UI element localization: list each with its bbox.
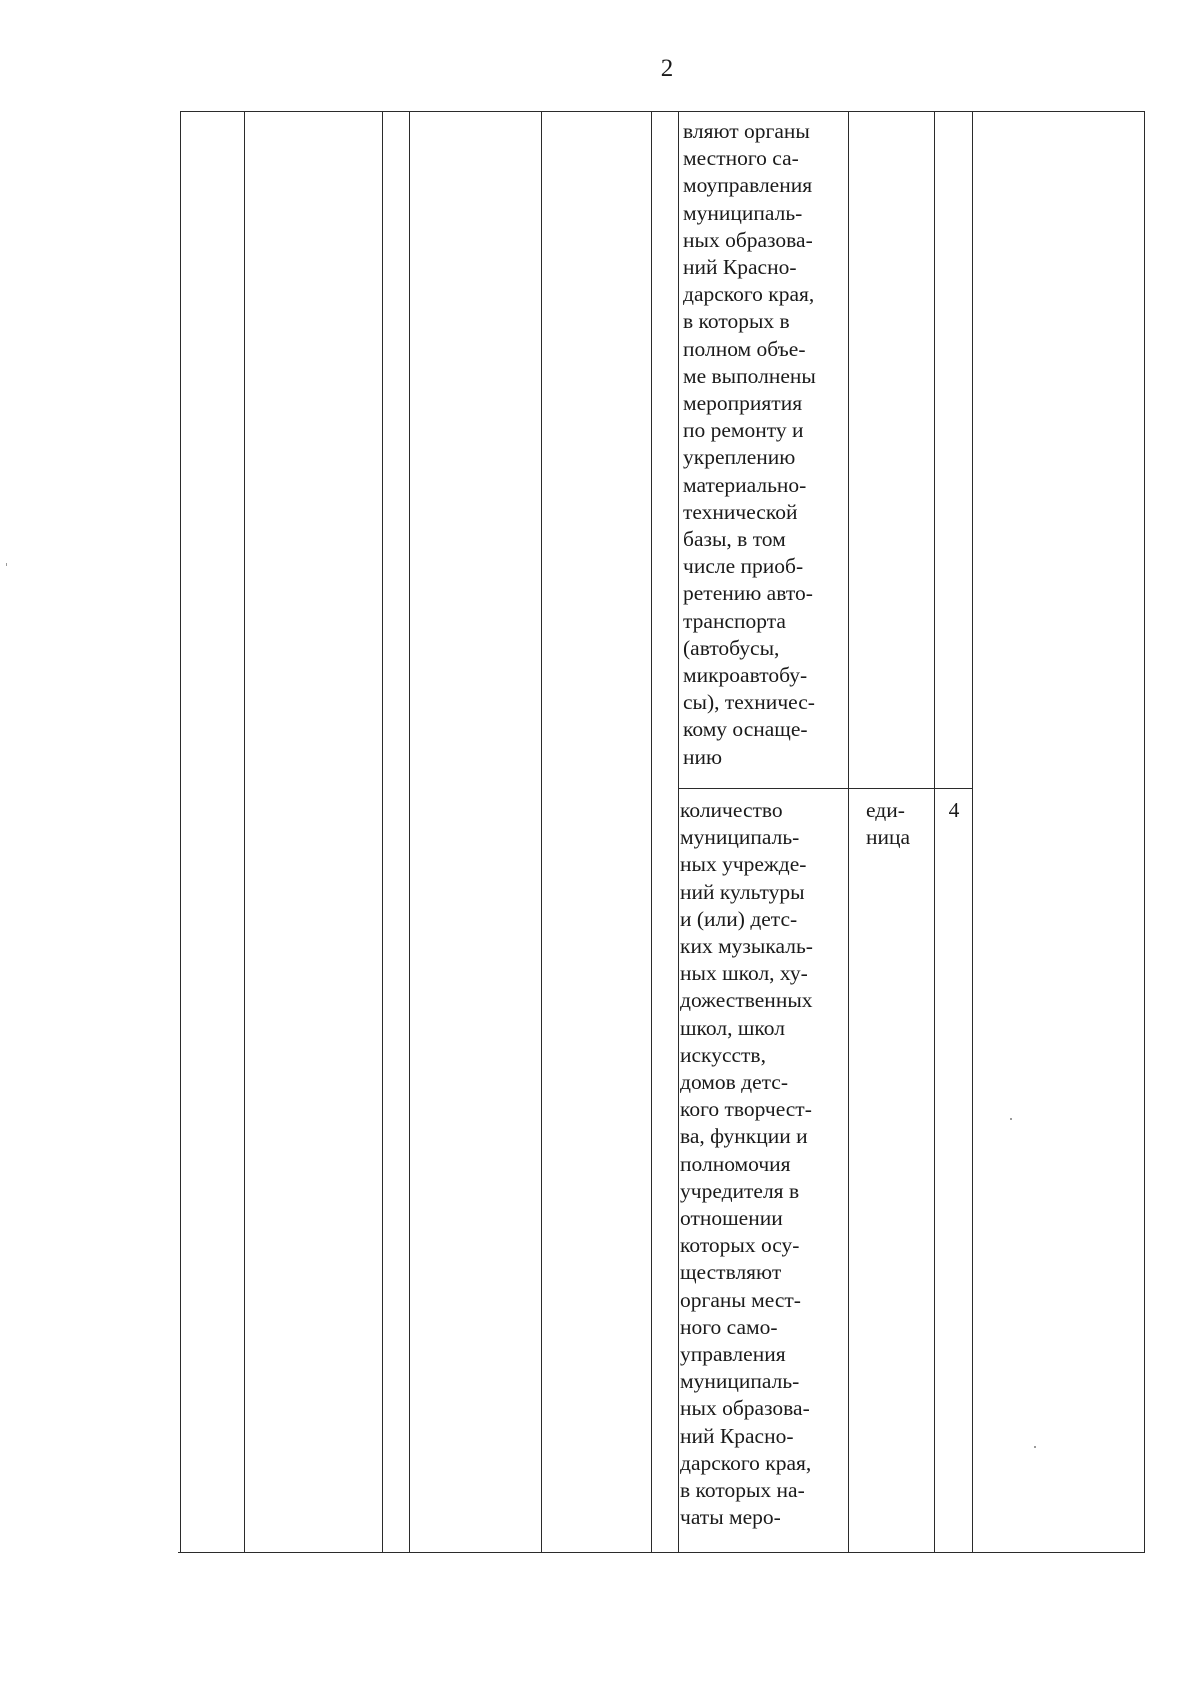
page-number: 2	[660, 55, 674, 82]
table-column-border	[541, 111, 542, 1552]
table-column-border	[409, 111, 410, 1552]
scan-speck	[6, 563, 7, 566]
value-cell: 4	[948, 798, 960, 822]
scan-speck	[1010, 1118, 1012, 1120]
table-bottom-border	[178, 1552, 1145, 1553]
table-column-border	[678, 111, 679, 1552]
table-column-border	[848, 111, 849, 1552]
table-column-border	[972, 111, 973, 1552]
table-column-border	[1144, 111, 1145, 1552]
table-column-border	[651, 111, 652, 1552]
table-row-divider	[678, 788, 972, 789]
table-column-border	[382, 111, 383, 1552]
indicator-cell: количество муниципаль- ных учрежде- ний культуры и (или) детс- ких музыкаль- ных школ, ху- дожественных школ, школ искусств, домов детс- кого творчест- ва, функции и полномочия учредителя в отношении которых осу- ществляют органы мест- ного само- управления муниципаль- ных образова- ний Красно- дарского края, в которых на- чаты меро-	[680, 798, 813, 1530]
table-top-border	[180, 111, 1145, 112]
indicator-cell: вляют органы местного са- моуправления муниципаль- ных образова- ний Красно- дарского края, в которых в полном объе- ме выполнены мероприятия по ремонту и укреплению материально- технической базы, в том числе приоб- ретению авто- транспорта (автобусы, микроавтобу- сы), техничес- кому оснаще- нию	[683, 119, 816, 769]
unit-cell: еди- ница	[866, 798, 911, 850]
table-column-border	[180, 111, 181, 1552]
table-column-border	[244, 111, 245, 1552]
scan-speck	[1034, 1446, 1036, 1448]
